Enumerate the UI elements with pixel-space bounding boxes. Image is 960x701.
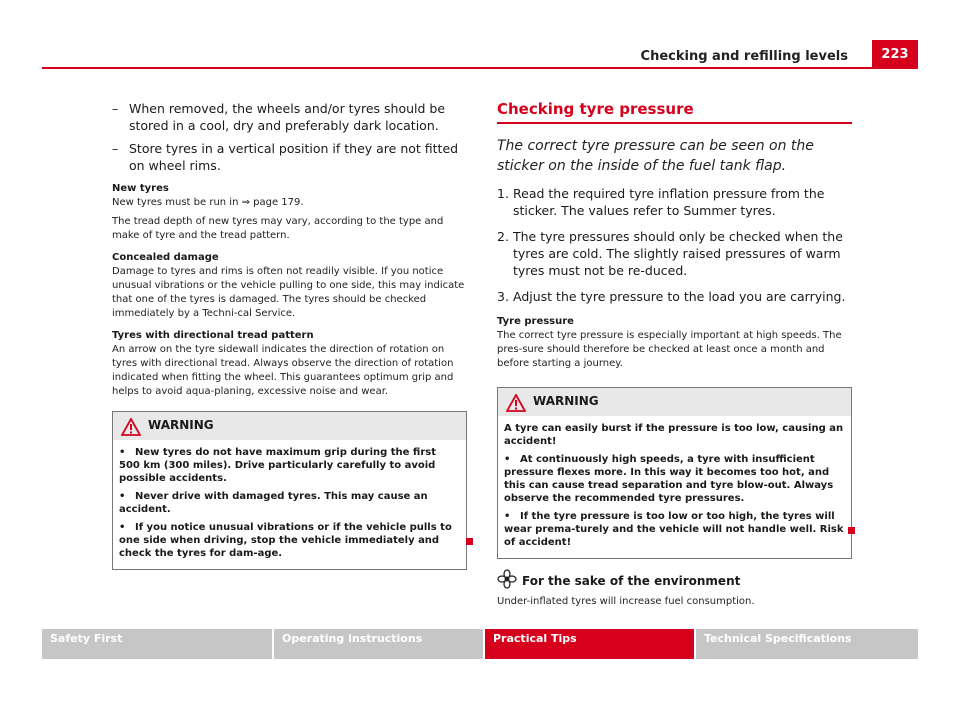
step-text: Read the required tyre inflation pressure from the sticker. The values refer to Summer tyres. (513, 186, 825, 218)
warning-bullet: • Never drive with damaged tyres. This may cause an accident. (119, 491, 428, 515)
step-item (497, 185, 852, 219)
new-tyres-heading: New tyres (112, 183, 169, 194)
warning-body (498, 416, 851, 558)
warning-intro: A tyre can easily burst if the pressure is too low, causing an accident! (504, 423, 844, 447)
dash-bullet: – (112, 101, 119, 116)
warning-header (498, 388, 851, 416)
warning-bullet: • New tyres do not have maximum grip during the first 500 km (300 miles). Drive particularly carefully to avoid possible accidents. (119, 447, 437, 484)
warning-bullet-text: Never drive with damaged tyres. This may cause an accident. (119, 491, 428, 515)
storage-item (112, 140, 467, 174)
step-number: 3. (497, 289, 509, 304)
tyre-pressure-text: The correct tyre pressure is especially important at high speeds. The pres-sure should therefore be checked at least once a month and before starting a journey. (497, 330, 842, 369)
section-end-marker (848, 527, 855, 534)
right-column (497, 100, 852, 614)
step-text: Adjust the tyre pressure to the load you are carrying. (513, 289, 846, 304)
warning-bullet: • If the tyre pressure is too low or too high, the tyres will wear prema-turely and the vehicle will not handle well. Risk of accident! (504, 511, 844, 548)
storage-item (112, 100, 467, 134)
warning-bullet-text: If you notice unusual vibrations or if the vehicle pulls to one side when driving, stop the vehicle immediately and check the tyres for dam-age. (119, 522, 452, 559)
warning-title: WARNING (148, 418, 214, 432)
warning-box-new-tyres (112, 411, 467, 570)
page-number: 223 (872, 40, 918, 68)
footer-tab-technical-specifications[interactable]: Technical Specifications (696, 629, 918, 659)
footer-tab-safety-first[interactable]: Safety First (42, 629, 272, 659)
warning-title: WARNING (533, 394, 599, 408)
storage-item-text: When removed, the wheels and/or tyres should be stored in a cool, dry and preferably dark location. (129, 101, 446, 133)
directional-tread-text: An arrow on the tyre sidewall indicates the direction of rotation on tyres with directional tread. Always observe the direction of rotation indicated when fitting the wheel. This guarantees optimum grip and helps to avoid aqua-planing, excessive noise and wear. (112, 344, 454, 397)
warning-triangle-icon (121, 418, 141, 436)
step-number: 2. (497, 229, 509, 244)
storage-item-text: Store tyres in a vertical position if they are not fitted on wheel rims. (129, 141, 459, 173)
environment-text: Under-inflated tyres will increase fuel consumption. (497, 596, 755, 607)
environment-flower-icon (497, 569, 517, 589)
running-header-title: Checking and refilling levels (640, 49, 848, 64)
footer-tab-practical-tips[interactable]: Practical Tips (485, 629, 694, 659)
directional-tread-heading: Tyres with directional tread pattern (112, 330, 314, 341)
concealed-damage-text: Damage to tyres and rims is often not readily visible. If you notice unusual vibrations or the vehicle pulling to one side, this may indicate that one of the tyres is damaged. The tyres should be checked immediately by a Techni-cal Service. (112, 266, 465, 319)
warning-body (113, 440, 466, 569)
warning-bullet-text: If the tyre pressure is too low or too high, the tyres will wear prema-turely and the vehicle will not handle well. Risk of accident! (504, 511, 844, 548)
warning-bullet: • At continuously high speeds, a tyre with insufficient pressure flexes more. In this way it becomes too hot, and this can cause tread separation and tyre blow-out. Always observe the recommended tyre pressures. (504, 454, 834, 504)
left-column (112, 100, 467, 570)
warning-triangle-icon (506, 394, 526, 412)
concealed-damage-heading: Concealed damage (112, 252, 219, 263)
tread-depth-text: The tread depth of new tyres may vary, according to the type and make of tyre and the tread pattern. (112, 216, 444, 241)
step-item (497, 228, 852, 279)
footer-tab-operating-instructions[interactable]: Operating instructions (274, 629, 483, 659)
warning-bullet-text: At continuously high speeds, a tyre with insufficient pressure flexes more. In this way it becomes too hot, and this can cause tread separation and tyre blow-out. Always observe the recommended tyre pressures. (504, 454, 834, 504)
section-heading: Checking tyre pressure (497, 100, 852, 124)
section-end-marker (466, 538, 473, 545)
footer-nav (42, 629, 918, 659)
environment-title: For the sake of the environment (522, 574, 741, 588)
step-number: 1. (497, 186, 509, 201)
header-rule (42, 67, 918, 69)
warning-box-pressure (497, 387, 852, 559)
dash-bullet: – (112, 141, 119, 156)
lead-text: The correct tyre pressure can be seen on the sticker on the inside of the fuel tank flap. (497, 138, 814, 174)
tyre-pressure-heading: Tyre pressure (497, 316, 574, 327)
warning-header (113, 412, 466, 440)
warning-bullet: • If you notice unusual vibrations or if the vehicle pulls to one side when driving, stop the vehicle immediately and check the tyres for dam-age. (119, 522, 452, 559)
environment-heading-row (497, 573, 852, 591)
step-item (497, 288, 852, 305)
new-tyres-run-in-text: New tyres must be run in ⇒ page 179. (112, 197, 304, 208)
warning-bullet-text: New tyres do not have maximum grip during the first 500 km (300 miles). Drive particularly carefully to avoid possible accidents. (119, 447, 437, 484)
step-text: The tyre pressures should only be checked when the tyres are cold. The slightly raised pressures of warm tyres must not be re-duced. (513, 229, 843, 278)
